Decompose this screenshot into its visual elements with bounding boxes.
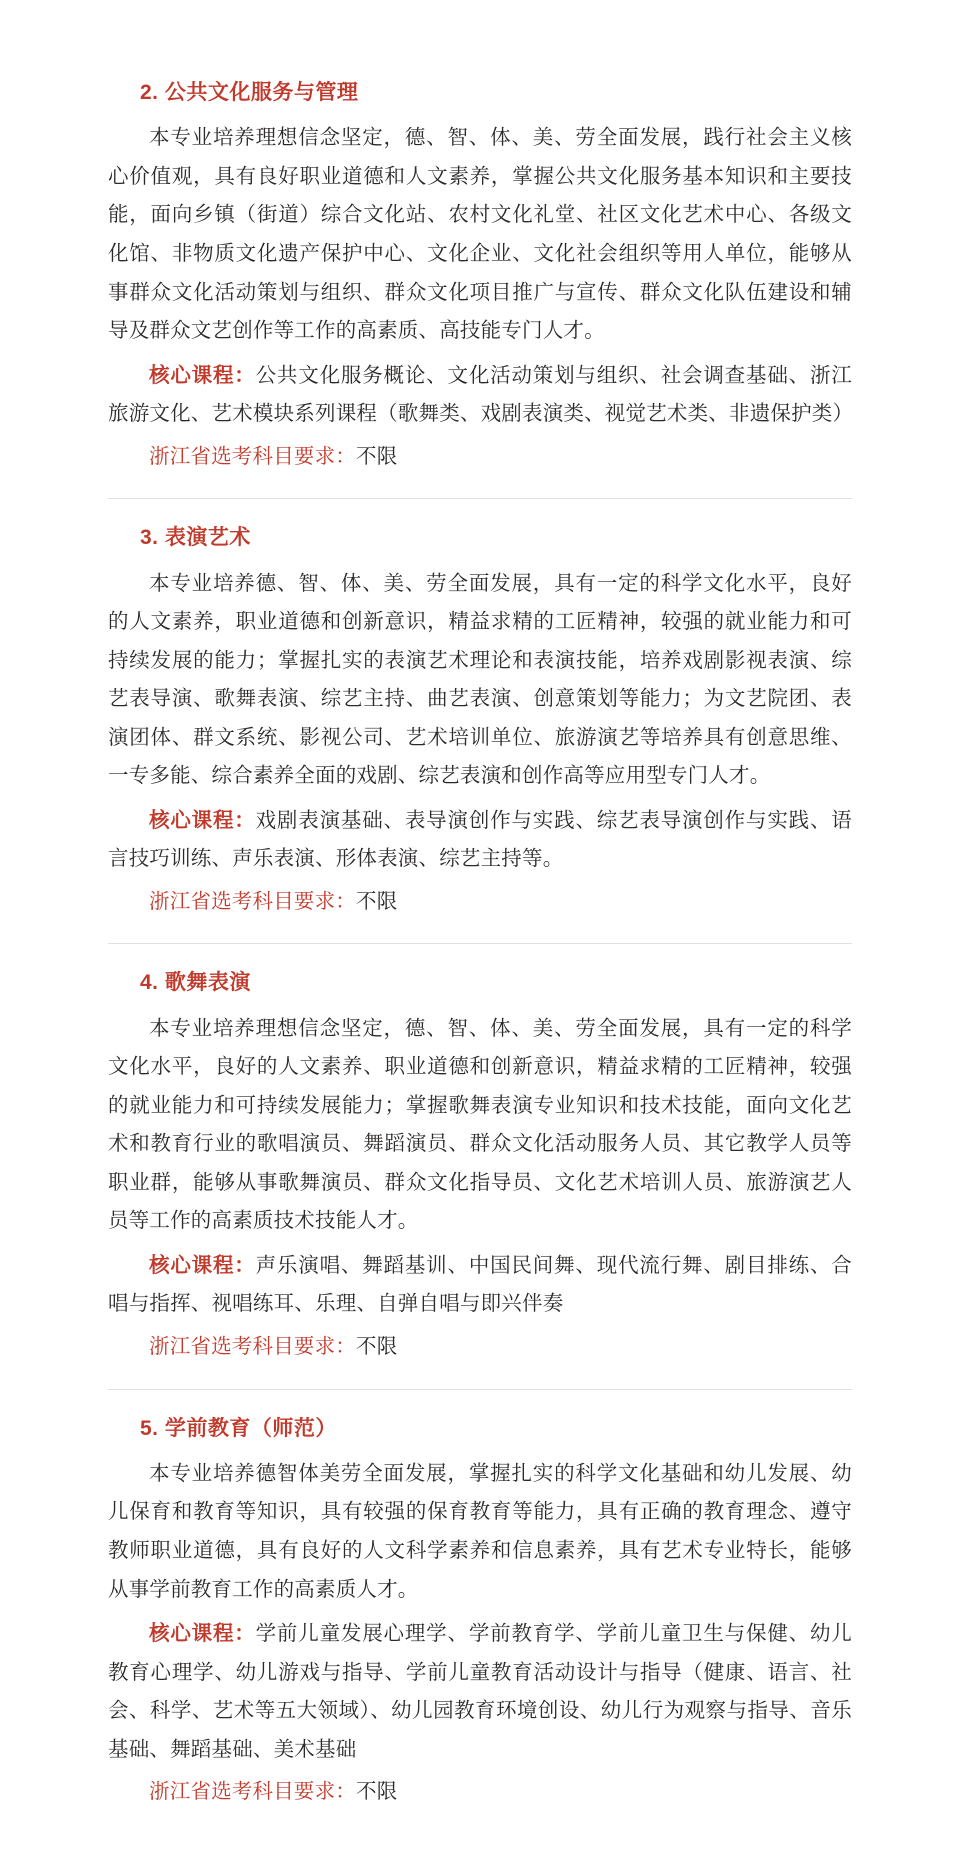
core-courses-value: 戏剧表演基础、表导演创作与实践、综艺表导演创作与实践、语言技巧训练、声乐表演、形体表演、综艺主持等。 — [108, 808, 852, 871]
subject-requirement-value: 不限 — [356, 889, 398, 913]
core-courses-label: 核心课程： — [149, 1622, 256, 1646]
core-courses-value: 学前儿童发展心理学、学前教育学、学前儿童卫生与保健、幼儿教育心理学、幼儿游戏与指导、学前儿童教育活动设计与指导（健康、语言、社会、科学、艺术等五大领域）、幼儿园教育环境创设、幼儿行为观察与指导、音乐基础、舞蹈基础、美术基础 — [108, 1622, 852, 1761]
core-courses-line — [108, 357, 852, 434]
subject-requirement-line — [108, 1328, 852, 1367]
core-courses-value: 公共文化服务概论、文化活动策划与组织、社会调查基础、浙江旅游文化、艺术模块系列课程（歌舞类、戏剧表演类、视觉艺术类、非遗保护类） — [108, 363, 854, 426]
core-courses-line — [108, 1615, 852, 1769]
program-title: 5. 学前教育（师范） — [140, 1416, 337, 1440]
program-section — [108, 78, 852, 498]
core-courses-label: 核心课程： — [149, 808, 256, 832]
program-description: 本专业培养理想信念坚定，德、智、体、美、劳全面发展，践行社会主义核心价值观，具有良好职业道德和人文素养，掌握公共文化服务基本知识和主要技能，面向乡镇（街道）综合文化站、农村文化礼堂、社区文化艺术中心、各级文化馆、非物质文化遗产保护中心、文化企业、文化社会组织等用人单位，能够从事群众文化活动策划与组织、群众文化项目推广与宣传、群众文化队伍建设和辅导及群众文艺创作等工作的高素质、高技能专门人才。 — [108, 126, 852, 343]
subject-requirement-value: 不限 — [356, 1780, 398, 1804]
program-title: 2. 公共文化服务与管理 — [140, 81, 359, 104]
subject-requirement-label: 浙江省选考科目要求： — [149, 889, 356, 913]
core-courses-label: 核心课程： — [149, 363, 256, 387]
core-courses-value: 声乐演唱、舞蹈基训、中国民间舞、现代流行舞、剧目排练、合唱与指挥、视唱练耳、乐理、自弹自唱与即兴伴奏 — [108, 1253, 852, 1316]
subject-requirement-line — [108, 883, 852, 922]
subject-requirement-value: 不限 — [356, 444, 398, 468]
subject-requirement-value: 不限 — [356, 1334, 398, 1358]
core-courses-line — [108, 1247, 852, 1324]
program-description: 本专业培养理想信念坚定，德、智、体、美、劳全面发展，具有一定的科学文化水平，良好的人文素养、职业道德和创新意识，精益求精的工匠精神，较强的就业能力和可持续发展能力；掌握歌舞表演专业知识和技术技能，面向文化艺术和教育行业的歌唱演员、舞蹈演员、群众文化活动服务人员、其它教学人员等职业群，能够从事歌舞演员、群众文化指导员、文化艺术培训人员、旅游演艺人员等工作的高素质技术技能人才。 — [108, 1016, 852, 1233]
subject-requirement-label: 浙江省选考科目要求： — [149, 1780, 356, 1804]
program-title: 4. 歌舞表演 — [140, 971, 251, 995]
subject-requirement-line — [108, 1773, 852, 1812]
subject-requirement-label: 浙江省选考科目要求： — [149, 444, 356, 468]
program-section — [108, 943, 852, 1388]
program-description: 本专业培养德智体美劳全面发展，掌握扎实的科学文化基础和幼儿发展、幼儿保育和教育等知识，具有较强的保育教育等能力，具有正确的教育理念、遵守教师职业道德，具有良好的人文科学素养和信息素养，具有艺术专业特长，能够从事学前教育工作的高素质人才。 — [108, 1461, 852, 1601]
program-title: 3. 表演艺术 — [140, 526, 251, 550]
subject-requirement-line — [108, 438, 852, 477]
core-courses-line — [108, 802, 852, 879]
core-courses-label: 核心课程： — [149, 1253, 256, 1277]
program-section — [108, 1389, 852, 1834]
program-description: 本专业培养德、智、体、美、劳全面发展，具有一定的科学文化水平，良好的人文素养，职业道德和创新意识，精益求精的工匠精神，较强的就业能力和可持续发展的能力；掌握扎实的表演艺术理论和表演技能，培养戏剧影视表演、综艺表导演、歌舞表演、综艺主持、曲艺表演、创意策划等能力；为文艺院团、表演团体、群文系统、影视公司、艺术培训单位、旅游演艺等培养具有创意思维、一专多能、综合素养全面的戏剧、综艺表演和创作高等应用型专门人才。 — [108, 571, 852, 788]
subject-requirement-label: 浙江省选考科目要求： — [149, 1334, 356, 1358]
program-section — [108, 498, 852, 943]
